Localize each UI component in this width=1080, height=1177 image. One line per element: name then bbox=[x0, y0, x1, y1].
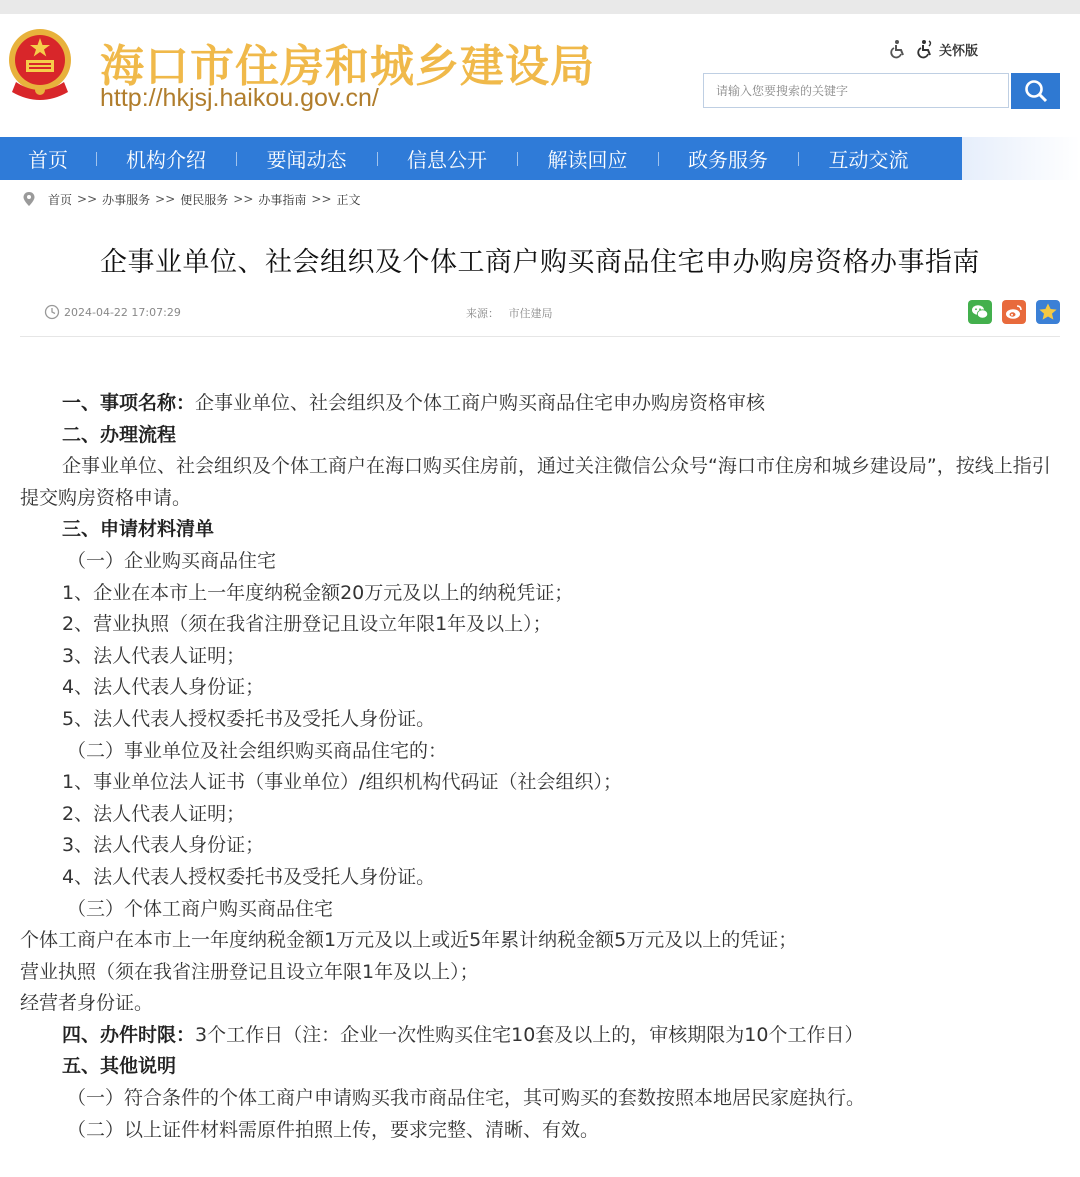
main-nav bbox=[0, 137, 962, 180]
list-item: 营业执照（须在我省注册登记且设立年限1年及以上）； bbox=[20, 960, 479, 983]
list-item: （二）以上证件材料需原件拍照上传，要求完整、清晰、有效。 bbox=[67, 1118, 600, 1141]
nav-item-interpretation[interactable]: 解读回应 bbox=[517, 137, 658, 180]
list-item: 4、法人代表人身份证； bbox=[62, 676, 265, 699]
section-heading: 一、事项名称： bbox=[62, 392, 196, 414]
list-item: 4、法人代表人授权委托书及受托人身份证。 bbox=[62, 865, 436, 888]
care-mode-button[interactable] bbox=[916, 38, 978, 60]
source-value: 市住建局 bbox=[508, 307, 553, 320]
divider bbox=[20, 336, 1060, 337]
section-1 bbox=[20, 388, 1065, 420]
source-label: 来源： bbox=[466, 307, 499, 320]
list-item: （一）符合条件的个体工商户申请购买我市商品住宅，其可购买的套数按照本地居民家庭执行。 bbox=[67, 1087, 866, 1110]
list-item: 3、法人代表人证明； bbox=[62, 644, 246, 667]
breadcrumb-services[interactable]: 办事服务 bbox=[102, 192, 151, 207]
list-item: 3、法人代表人身份证； bbox=[62, 834, 265, 857]
care-mode-label: 关怀版 bbox=[939, 43, 979, 59]
clock-icon bbox=[44, 304, 60, 320]
search-box bbox=[703, 73, 1009, 108]
section-heading: 五、其他说明 bbox=[62, 1055, 177, 1078]
site-url[interactable]: http://hkjsj.haikou.gov.cn/ bbox=[100, 84, 379, 112]
breadcrumb-separator: >> bbox=[233, 192, 254, 206]
favorite-star-icon bbox=[1038, 302, 1058, 322]
nav-item-home[interactable]: 首页 bbox=[28, 148, 68, 172]
breadcrumb-separator: >> bbox=[311, 192, 332, 206]
nav-item-interaction[interactable]: 互动交流 bbox=[798, 137, 939, 180]
list-item: 5、法人代表人授权委托书及受托人身份证。 bbox=[62, 707, 436, 730]
breadcrumb-separator: >> bbox=[77, 192, 98, 206]
search-input[interactable] bbox=[704, 74, 1008, 107]
accessibility-button[interactable] bbox=[888, 38, 908, 60]
weibo-share-button[interactable] bbox=[1002, 300, 1026, 324]
national-emblem bbox=[6, 24, 74, 108]
nav-item-info-disclosure[interactable]: 信息公开 bbox=[377, 137, 517, 180]
breadcrumb-separator: >> bbox=[155, 192, 176, 206]
subsection-title: （一）企业购买商品住宅 bbox=[67, 549, 277, 572]
section-text: 企事业单位、社会组织及个体工商户购买商品住宅申办购房资格审核 bbox=[195, 392, 766, 414]
top-strip bbox=[0, 0, 1080, 14]
breadcrumb-current: 正文 bbox=[336, 192, 361, 207]
breadcrumb-guide[interactable]: 办事指南 bbox=[258, 192, 307, 207]
nav-item-about[interactable]: 机构介绍 bbox=[96, 137, 236, 180]
nav-fade bbox=[962, 137, 1080, 180]
section-heading: 二、办理流程 bbox=[62, 423, 177, 446]
section-heading: 四、办件时限： bbox=[62, 1023, 196, 1046]
paragraph: 企事业单位、社会组织及个体工商户在海口购买住房前，通过关注微信公众号“海口市住房和城乡建设局”，按线上指引提交购房资格申请。 bbox=[20, 455, 1051, 509]
breadcrumb-home[interactable]: 首页 bbox=[48, 192, 73, 207]
list-item: 1、事业单位法人证书（事业单位）/组织机构代码证（社会组织）； bbox=[62, 771, 622, 794]
article-title: 企事业单位、社会组织及个体工商户购买商品住宅申办购房资格办事指南 bbox=[100, 247, 980, 278]
article-date bbox=[44, 304, 181, 320]
wechat-share-button[interactable] bbox=[968, 300, 992, 324]
subsection-title: （二）事业单位及社会组织购买商品住宅的： bbox=[67, 739, 448, 762]
section-text: 3个工作日（注：企业一次性购买住宅10套及以上的，审核期限为10个工作日） bbox=[195, 1023, 864, 1046]
list-item: 经营者身份证。 bbox=[20, 992, 154, 1015]
subsection-title: （三）个体工商户购买商品住宅 bbox=[67, 897, 334, 920]
nav-item-government-services[interactable]: 政务服务 bbox=[658, 137, 798, 180]
list-item: 2、法人代表人证明； bbox=[62, 802, 246, 825]
section-heading: 三、申请材料清单 bbox=[62, 518, 215, 541]
favorite-button[interactable] bbox=[1036, 300, 1060, 324]
search-icon bbox=[1023, 78, 1049, 104]
breadcrumb-convenience[interactable]: 便民服务 bbox=[180, 192, 229, 207]
care-mode-icon bbox=[916, 39, 936, 59]
list-item: 1、企业在本市上一年度纳税金额20万元及以上的纳税凭证； bbox=[62, 581, 574, 604]
wheelchair-icon bbox=[888, 39, 908, 59]
wechat-share-icon bbox=[971, 304, 989, 320]
list-item: 2、营业执照（须在我省注册登记且设立年限1年及以上）； bbox=[62, 613, 552, 636]
list-item: 个体工商户在本市上一年度纳税金额1万元及以上或近5年累计纳税金额5万元及以上的凭证； bbox=[20, 929, 798, 952]
weibo-share-icon bbox=[1005, 304, 1023, 320]
section-4 bbox=[20, 1020, 1065, 1052]
nav-item-news[interactable]: 要闻动态 bbox=[236, 137, 377, 180]
site-title: 海口市住房和城乡建设局 bbox=[100, 41, 595, 92]
location-pin-icon bbox=[22, 191, 36, 207]
article-source bbox=[466, 305, 553, 321]
breadcrumb bbox=[22, 190, 361, 208]
article-date-text: 2024-04-22 17:07:29 bbox=[64, 305, 181, 319]
search-button[interactable] bbox=[1011, 73, 1060, 109]
article-body bbox=[20, 388, 1065, 1146]
